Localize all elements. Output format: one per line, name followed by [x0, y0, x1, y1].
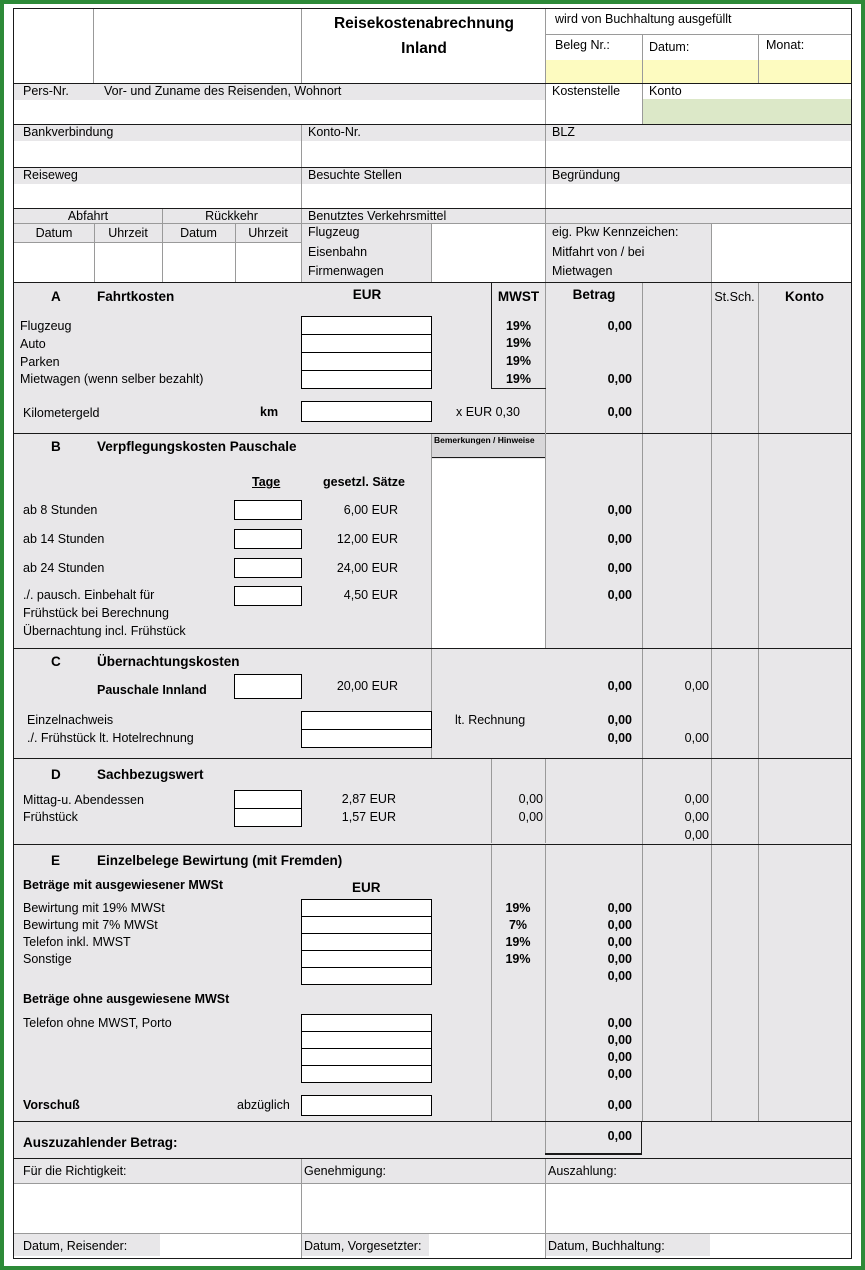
e-without-header: Beträge ohne ausgewiesene MWSt	[23, 992, 230, 1006]
a-auto-input[interactable]	[301, 334, 432, 353]
begruendung-label: Begründung	[552, 168, 621, 182]
e-row-2-label: Bewirtung mit 7% MWSt	[23, 918, 158, 932]
e-row-5-amount: 0,00	[607, 969, 632, 983]
e-without-input-4[interactable]	[301, 1065, 432, 1083]
a-row-flugzeug-label: Flugzeug	[20, 319, 72, 333]
b-8-amount: 0,00	[607, 503, 632, 517]
e-row-1-input[interactable]	[301, 899, 432, 917]
beleg-field[interactable]	[546, 60, 642, 83]
bank-header	[14, 125, 851, 141]
section-a-betrag: Betrag	[572, 287, 616, 302]
d-mittag-rate: 2,87 EUR	[341, 792, 396, 806]
pauschale-rate: 20,00 EUR	[336, 679, 398, 693]
section-b-letter: B	[51, 439, 61, 454]
km-amount: 0,00	[607, 405, 632, 419]
kostenstelle-label: Kostenstelle	[552, 84, 621, 98]
stsch-header: St.Sch.	[714, 290, 755, 304]
hotelfruehstueck-label: ./. Frühstück lt. Hotelrechnung	[27, 731, 194, 745]
e-without-amount-1: 0,00	[607, 1016, 632, 1030]
e-row-2-rate: 7%	[508, 918, 528, 932]
b-14-rate: 12,00 EUR	[336, 532, 398, 546]
e-without-amount-2: 0,00	[607, 1033, 632, 1047]
a-row-parken-label: Parken	[20, 355, 60, 369]
remarks-field[interactable]	[432, 459, 545, 648]
e-row-4-amount: 0,00	[607, 952, 632, 966]
b-24-rate: 24,00 EUR	[336, 561, 398, 575]
section-c-letter: C	[51, 654, 61, 669]
bank-label: Bankverbindung	[23, 125, 114, 139]
d-mittag-input[interactable]	[234, 790, 302, 809]
a-mietwagen-amount: 0,00	[607, 372, 632, 386]
e-telefon-label: Telefon ohne MWST, Porto	[23, 1016, 172, 1030]
b-24-tage-input[interactable]	[234, 558, 302, 578]
rueckkehr-datum: Datum	[180, 226, 217, 240]
persnr-label: Pers-Nr.	[23, 84, 69, 98]
logo-area	[14, 8, 94, 84]
e-row-1-rate: 19%	[505, 901, 531, 915]
b-14-amount: 0,00	[607, 532, 632, 546]
e-row-1-label: Bewirtung mit 19% MWSt	[23, 901, 165, 915]
means-eisenbahn: Eisenbahn	[308, 245, 368, 259]
abzueglich-label: abzüglich	[237, 1098, 290, 1112]
section-d-title: Sachbezugswert	[97, 767, 204, 782]
vorschuss-label: Vorschuß	[23, 1098, 80, 1112]
d-mittag-stsch: 0,00	[684, 792, 709, 806]
b-einbehalt-rate: 4,50 EUR	[343, 588, 398, 602]
rueckkehr-uhrzeit: Uhrzeit	[248, 226, 288, 240]
reisender-date-label: Datum, Reisender:	[23, 1239, 128, 1253]
e-row-4-input[interactable]	[301, 950, 432, 968]
a-mietwagen-input[interactable]	[301, 370, 432, 389]
e-with-header: Beträge mit ausgewiesener MWSt	[23, 878, 224, 892]
reisender-date-field[interactable]	[161, 1234, 301, 1256]
e-without-input-3[interactable]	[301, 1048, 432, 1066]
monat-field[interactable]	[759, 60, 851, 83]
b-extra-1: Frühstück bei Berechnung	[23, 606, 169, 620]
km-label: Kilometergeld	[23, 406, 100, 420]
e-without-input-2[interactable]	[301, 1031, 432, 1049]
section-a-mwst: MWST	[497, 289, 540, 304]
datum-label: Datum:	[649, 40, 690, 54]
verkehrsmittel-label: Benutztes Verkehrsmittel	[308, 209, 447, 223]
rechnung-label: lt. Rechnung	[455, 713, 526, 727]
name-label: Vor- und Zuname des Reisenden, Wohnort	[104, 84, 342, 98]
auszahlung-signature[interactable]	[546, 1184, 851, 1233]
hotelfruehstueck-stsch: 0,00	[684, 731, 709, 745]
reiseweg-label: Reiseweg	[23, 168, 78, 182]
pauschale-label: Pauschale Innland	[97, 683, 207, 697]
konto-header: Konto	[785, 289, 824, 304]
section-a-title: Fahrtkosten	[97, 289, 175, 304]
e-row-2-input[interactable]	[301, 916, 432, 934]
a-flugzeug-rate: 19%	[505, 319, 532, 333]
richtigkeit-signature[interactable]	[14, 1184, 301, 1233]
e-row-4-label: Sonstige	[23, 952, 72, 966]
a-parken-input[interactable]	[301, 352, 432, 371]
b-14-tage-input[interactable]	[234, 529, 302, 549]
remarks-label: Bemerkungen / Hinweise	[434, 435, 535, 445]
abfahrt-label: Abfahrt	[67, 209, 109, 223]
einzel-label: Einzelnachweis	[27, 713, 114, 727]
vorgesetzter-date-field[interactable]	[430, 1234, 545, 1256]
km-input[interactable]	[301, 401, 432, 422]
stellen-label: Besuchte Stellen	[308, 168, 402, 182]
km-rate: x EUR 0,30	[456, 405, 520, 419]
hotelfruehstueck-amount: 0,00	[607, 731, 632, 745]
d-fruehstueck-stsch: 0,00	[684, 810, 709, 824]
b-row-8-label: ab 8 Stunden	[23, 503, 98, 517]
konto-label: Konto	[649, 84, 682, 98]
a-parken-rate: 19%	[505, 354, 532, 368]
pauschale-input[interactable]	[234, 674, 302, 699]
route-header	[14, 168, 851, 184]
auszahlung-label: Auszahlung:	[548, 1164, 617, 1178]
buchhaltung-date-field[interactable]	[711, 1234, 851, 1256]
b-einbehalt-tage-input[interactable]	[234, 586, 302, 606]
e-row-3-label: Telefon inkl. MWST	[23, 935, 131, 949]
vorgesetzter-date-label: Datum, Vorgesetzter:	[304, 1239, 422, 1253]
hotelfruehstueck-input[interactable]	[301, 729, 432, 748]
d-mittag-mwst: 0,00	[518, 792, 543, 806]
blz-label: BLZ	[552, 125, 575, 139]
vorschuss-amount: 0,00	[607, 1098, 632, 1112]
b-24-amount: 0,00	[607, 561, 632, 575]
e-eur-header: EUR	[352, 880, 381, 895]
e-without-amount-4: 0,00	[607, 1067, 632, 1081]
b-row-einbehalt-label: ./. pausch. Einbehalt für	[23, 588, 155, 602]
accounting-note: wird von Buchhaltung ausgefüllt	[555, 12, 732, 26]
e-row-3-amount: 0,00	[607, 935, 632, 949]
abfahrt-uhrzeit: Uhrzeit	[108, 226, 148, 240]
payout-label: Auszuzahlender Betrag:	[23, 1135, 178, 1150]
a-row-mietwagen-label: Mietwagen (wenn selber bezahlt)	[20, 372, 204, 386]
km-unit: km	[260, 405, 279, 419]
vorschuss-input[interactable]	[301, 1095, 432, 1116]
pkw-mietwagen: Mietwagen	[552, 264, 613, 278]
konto-field[interactable]	[643, 99, 851, 124]
rueckkehr-label: Rückkehr	[205, 209, 258, 223]
richtigkeit-label: Für die Richtigkeit:	[23, 1164, 127, 1178]
section-c-title: Übernachtungskosten	[97, 654, 240, 669]
monat-label: Monat:	[766, 38, 805, 52]
pkw-mitfahrt: Mitfahrt von / bei	[552, 245, 645, 259]
signature-header	[14, 1159, 851, 1183]
payout-amount: 0,00	[607, 1129, 632, 1143]
form-title: Reisekostenabrechnung	[333, 15, 515, 32]
e-row-1-amount: 0,00	[607, 901, 632, 915]
d-total-stsch: 0,00	[684, 828, 709, 842]
section-d-letter: D	[51, 767, 61, 782]
form-subtitle: Inland	[401, 40, 447, 57]
means-firmenwagen: Firmenwagen	[308, 264, 384, 278]
b-8-tage-input[interactable]	[234, 500, 302, 520]
b-8-rate: 6,00 EUR	[343, 503, 398, 517]
d-fruehstueck-mwst: 0,00	[518, 810, 543, 824]
e-row-3-input[interactable]	[301, 933, 432, 951]
b-row-14-label: ab 14 Stunden	[23, 532, 105, 546]
b-extra-2: Übernachtung incl. Frühstück	[23, 624, 186, 638]
b-row-24-label: ab 24 Stunden	[23, 561, 105, 575]
pauschale-amount: 0,00	[607, 679, 632, 693]
a-auto-rate: 19%	[505, 336, 532, 350]
a-flugzeug-amount: 0,00	[607, 319, 632, 333]
a-flugzeug-input[interactable]	[301, 316, 432, 335]
d-fruehstueck-rate: 1,57 EUR	[341, 810, 396, 824]
section-e-title: Einzelbelege Bewirtung (mit Fremden)	[97, 853, 343, 868]
genehmigung-label: Genehmigung:	[304, 1164, 387, 1178]
d-mittag-label: Mittag-u. Abendessen	[23, 793, 144, 807]
e-without-amount-3: 0,00	[607, 1050, 632, 1064]
abfahrt-datum: Datum	[35, 226, 73, 240]
pkw-kennzeichen: eig. Pkw Kennzeichen:	[552, 225, 679, 239]
section-a-letter: A	[51, 289, 61, 304]
e-row-4-rate: 19%	[505, 952, 531, 966]
genehmigung-signature[interactable]	[302, 1184, 545, 1233]
a-row-auto-label: Auto	[20, 337, 46, 351]
einzel-input[interactable]	[301, 711, 432, 730]
company-area	[94, 8, 302, 84]
pauschale-stsch: 0,00	[684, 679, 709, 693]
datum-field[interactable]	[643, 60, 758, 83]
a-mietwagen-rate: 19%	[505, 372, 532, 386]
e-row-5-input[interactable]	[301, 967, 432, 985]
saetze-header: gesetzl. Sätze	[323, 475, 405, 489]
einzel-amount: 0,00	[607, 713, 632, 727]
b-einbehalt-amount: 0,00	[607, 588, 632, 602]
kontonr-label: Konto-Nr.	[308, 125, 361, 139]
section-a-eur: EUR	[352, 287, 382, 302]
e-row-2-amount: 0,00	[607, 918, 632, 932]
e-without-input-1[interactable]	[301, 1014, 432, 1032]
e-row-3-rate: 19%	[505, 935, 531, 949]
section-e-letter: E	[51, 853, 61, 868]
means-flugzeug: Flugzeug	[308, 225, 360, 239]
d-fruehstueck-input[interactable]	[234, 808, 302, 827]
tage-header: Tage	[252, 475, 281, 489]
d-fruehstueck-label: Frühstück	[23, 810, 78, 824]
section-b-title: Verpflegungskosten Pauschale	[97, 439, 297, 454]
beleg-label: Beleg Nr.:	[555, 38, 610, 52]
buchhaltung-date-label: Datum, Buchhaltung:	[548, 1239, 665, 1253]
